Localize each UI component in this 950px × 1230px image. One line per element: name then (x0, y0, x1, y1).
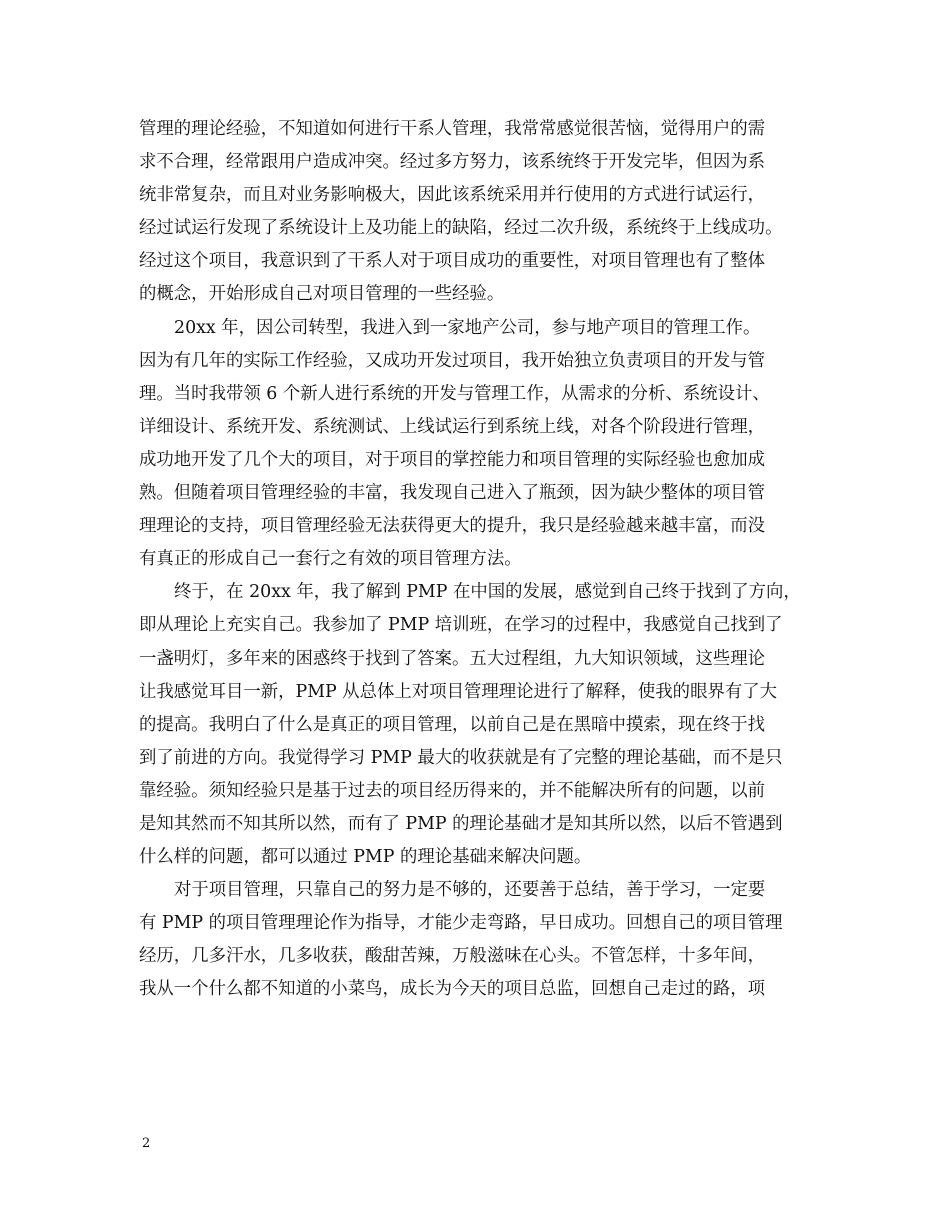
text-line: 管理的理论经验，不知道如何进行干系人管理，我常常感觉很苦恼，觉得用户的需 (139, 119, 766, 139)
text-line: 有 PMP 的项目管理理论作为指导，才能少走弯路，早日成功。回想自己的项目管理 (139, 913, 783, 934)
text-line: 靠经验。须知经验只是基于过去的项目经历得来的，并不能解决所有的问题，以前 (139, 780, 766, 801)
text-line: 详细设计、系统开发、系统测试、上线试运行到系统上线，对各个阶段进行管理， (139, 416, 766, 437)
text-line: 因为有几年的实际工作经验，又成功开发过项目，我开始独立负责项目的开发与管 (139, 350, 766, 371)
text-line: 熟。但随着项目管理经验的丰富，我发现自己进入了瓶颈，因为缺少整体的项目管 (139, 483, 766, 504)
text-line: 理。当时我带领 6 个新人进行系统的开发与管理工作，从需求的分析、系统设计、 (139, 383, 770, 404)
text-line: 是知其然而不知其所以然，而有了 PMP 的理论基础才是知其所以然，以后不管遇到 (139, 813, 783, 834)
text-line: 经过试运行发现了系统设计上及功能上的缺陷，经过二次升级，系统终于上线成功。 (139, 218, 783, 239)
paragraph-first-line: 对于项目管理，只靠自己的努力是不够的，还要善于总结，善于学习，一定要 (174, 880, 766, 901)
text-line: 我从一个什么都不知道的小菜鸟，成长为今天的项目总监，回想自己走过的路，项 (139, 979, 766, 1000)
text-line: 经过这个项目，我意识到了干系人对于项目成功的重要性，对项目管理也有了整体 (139, 251, 766, 272)
paragraph-first-line: 20xx 年，因公司转型，我进入到一家地产公司，参与地产项目的管理工作。 (174, 317, 761, 338)
paragraph-first-line: 终于，在 20xx 年，我了解到 PMP 在中国的发展，感觉到自己终于找到了方向， (174, 582, 801, 603)
text-line: 统非常复杂，而且对业务影响极大，因此该系统采用并行使用的方式进行试运行， (139, 185, 766, 206)
text-line: 的提高。我明白了什么是真正的项目管理，以前自己是在黑暗中摸索，现在终于找 (139, 714, 766, 735)
text-line: 什么样的问题，都可以通过 PMP 的理论基础来解决问题。 (139, 847, 592, 868)
text-line: 成功地开发了几个大的项目，对于项目的掌控能力和项目管理的实际经验也愈加成 (139, 449, 766, 470)
text-line: 即从理论上充实自己。我参加了 PMP 培训班，在学习的过程中，我感觉自己找到了 (139, 615, 783, 636)
page-number: 2 (142, 1136, 151, 1151)
text-line: 求不合理，经常跟用户造成冲突。经过多方努力，该系统终于开发完毕，但因为系 (139, 152, 766, 173)
text-line: 的概念，开始形成自己对项目管理的一些经验。 (139, 284, 505, 305)
text-line: 到了前进的方向。我觉得学习 PMP 最大的收获就是有了完整的理论基础，而不是只 (139, 747, 783, 768)
text-line: 有真正的形成自己一套行之有效的项目管理方法。 (139, 549, 522, 570)
text-line: 让我感觉耳目一新，PMP 从总体上对项目管理理论进行了解释，使我的眼界有了大 (139, 681, 778, 702)
text-line: 一盏明灯，多年来的困惑终于找到了答案。五大过程组，九大知识领域，这些理论 (139, 648, 766, 669)
text-line: 理理论的支持，项目管理经验无法获得更大的提升，我只是经验越来越丰富，而没 (139, 516, 766, 537)
body-text (139, 113, 819, 1007)
text-line: 经历，几多汗水，几多收获，酸甜苦辣，万般滋味在心头。不管怎样，十多年间， (139, 946, 766, 967)
